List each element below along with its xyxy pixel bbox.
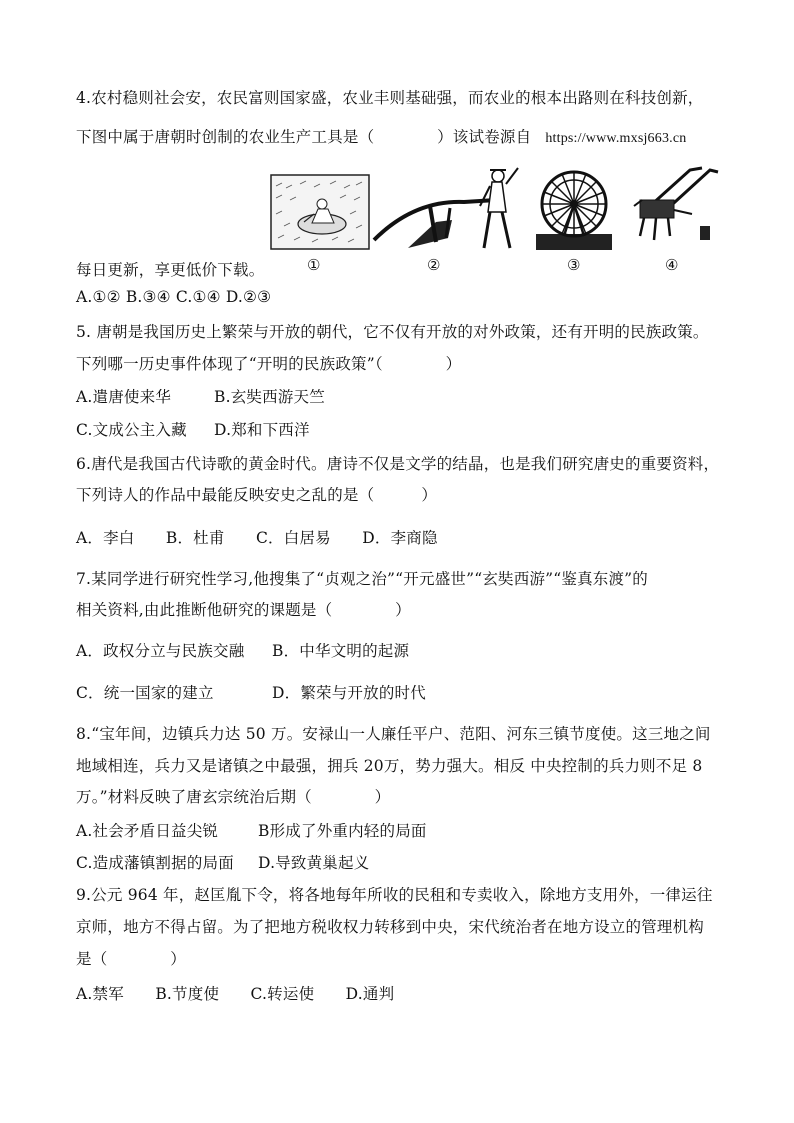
q7-option-a: A．政权分立与民族交融: [76, 642, 245, 660]
q5-stem-line2: 下列哪一历史事件体现了“开明的民族政策”（ ）: [76, 355, 462, 373]
q7-stem-line2: 相关资料,由此推断他研究的课题是（ ）: [76, 601, 411, 619]
figure-4-seeddrill-image: [630, 166, 720, 248]
q8-option-d: D.导致黄巢起义: [258, 854, 370, 872]
figure-1-field-image: [270, 174, 370, 250]
figure-2-plough-image: [370, 162, 525, 254]
figure-3-label: ③: [567, 256, 581, 274]
figure-3-waterwheel-image: [534, 164, 614, 254]
q5-stem-line1: 5. 唐朝是我国历史上繁荣与开放的朝代，它不仅有开放的对外政策，还有开明的民族政策。: [76, 323, 709, 341]
q8-option-c: C.造成藩镇割据的局面: [76, 854, 234, 872]
q8-stem-line2: 地域相连，兵力又是诸镇之中最强，拥兵 20万，势力强大。相反 中央控制的兵力则不足 8: [76, 757, 703, 775]
q9-stem-line1: 9.公元 964 年，赵匡胤下令，将各地每年所收的民租和专卖收入，除地方支用外，一律运往: [76, 886, 713, 904]
q5-option-b: B.玄奘西游天竺: [214, 388, 325, 406]
q4-stem-line1: 4.农村稳则社会安，农民富则国家盛，农业丰则基础强，而农业的根本出路则在科技创新，: [76, 89, 704, 107]
figure-1-label: ①: [307, 256, 321, 274]
q8-stem-line3: 万。”材料反映了唐玄宗统治后期（ ）: [76, 788, 391, 806]
q4-stem-text: 下图中属于唐朝时创制的农业生产工具是（ ）该试卷源自: [76, 128, 532, 146]
q8-stem-line1: 8.“宝年间，边镇兵力达 50 万。安禄山一人廉任平户、范阳、河东三镇节度使。这三地之间: [76, 725, 711, 743]
q9-stem-line2: 京师，地方不得占留。为了把地方税收权力转移到中央，宋代统治者在地方设立的管理机构: [76, 918, 705, 936]
q5-option-d: D.郑和下西洋: [214, 421, 310, 439]
q5-option-a: A.遣唐使来华: [76, 388, 172, 406]
q7-option-c: C．统一国家的建立: [76, 684, 214, 702]
q7-option-d: D．繁荣与开放的时代: [272, 684, 426, 702]
q8-option-a: A.社会矛盾日益尖锐: [76, 822, 219, 840]
q6-options: A．李白 B．杜甫 C．白居易 D．李商隐: [76, 529, 438, 547]
figure-4-label: ④: [665, 256, 679, 274]
q9-options: A.禁军 B.节度使 C.转运使 D.通判: [76, 985, 395, 1003]
q7-option-b: B．中华文明的起源: [272, 642, 410, 660]
q5-option-c: C.文成公主入藏: [76, 421, 187, 439]
q7-stem-line1: 7.某同学进行研究性学习,他搜集了“贞观之治”“开元盛世”“玄奘西游”“鉴真东渡”的: [76, 570, 649, 588]
q4-options: A.①② B.③④ C.①④ D.②③: [76, 288, 272, 306]
q9-stem-line3: 是（ ）: [76, 950, 186, 968]
q4-stem-line2: [76, 125, 686, 147]
q6-stem-line2: 下列诗人的作品中最能反映安史之乱的是（ ）: [76, 486, 438, 504]
q8-option-b: B形成了外重内轻的局面: [258, 822, 427, 840]
source-url[interactable]: https://www.mxsj663.cn: [545, 131, 687, 146]
q6-stem-line1: 6.唐代是我国古代诗歌的黄金时代。唐诗不仅是文学的结晶，也是我们研究唐史的重要资料，: [76, 455, 720, 473]
q4-stem-line3: 每日更新，享更低价下载。: [76, 261, 265, 279]
figure-2-label: ②: [427, 256, 441, 274]
